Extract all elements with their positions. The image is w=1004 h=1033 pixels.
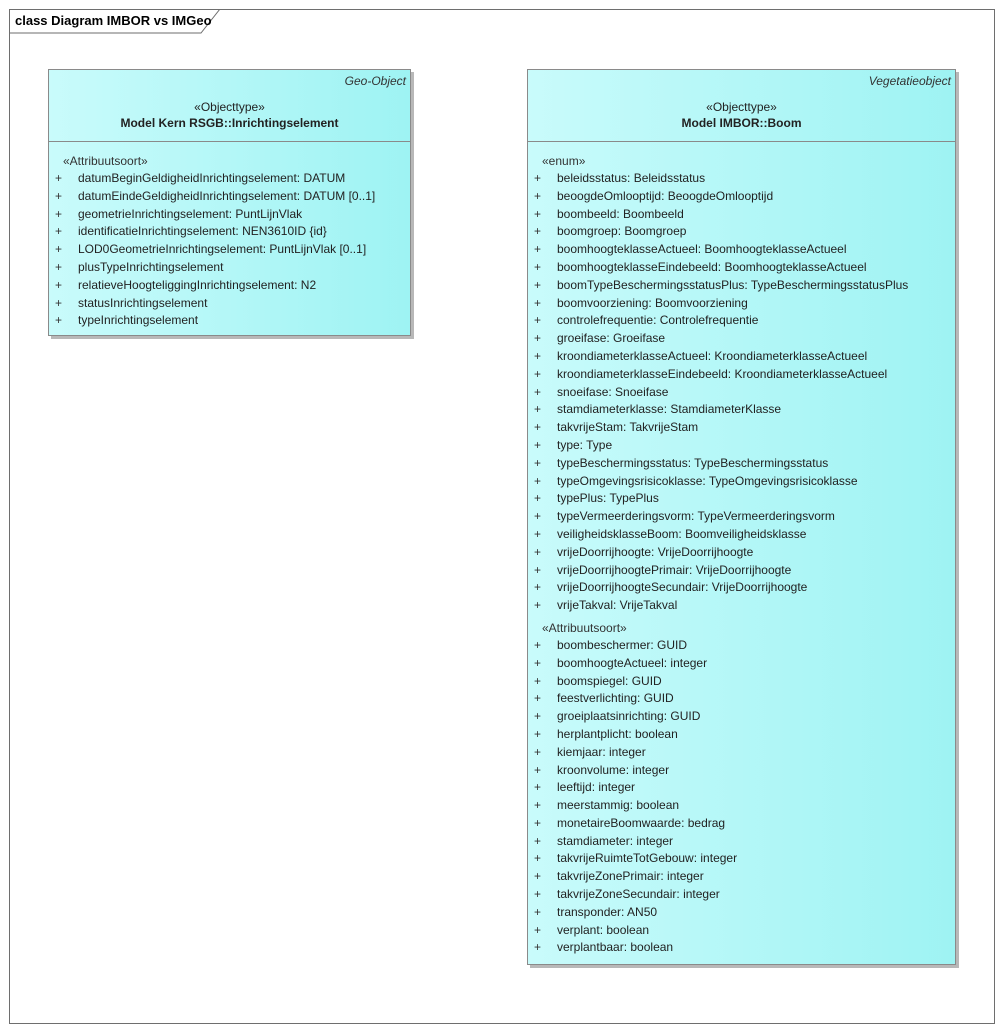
attribute-text: typeInrichtingselement <box>78 313 199 328</box>
attribute-text: veiligheidsklasseBoom: Boomveiligheidsklasse <box>557 526 807 541</box>
visibility-public-marker: + <box>534 242 542 257</box>
class-boom[interactable] <box>527 69 956 965</box>
attribute-row[interactable] <box>528 473 955 491</box>
visibility-public-marker: + <box>534 940 542 955</box>
attribute-row[interactable] <box>528 312 955 330</box>
attribute-row[interactable] <box>528 579 955 597</box>
attribute-text: monetaireBoomwaarde: bedrag <box>557 815 726 830</box>
visibility-public-marker: + <box>534 455 542 470</box>
attribute-row[interactable] <box>528 277 955 295</box>
attribute-row[interactable] <box>528 223 955 241</box>
visibility-public-marker: + <box>534 295 542 310</box>
attribute-text: leeftijd: integer <box>557 780 636 795</box>
attribute-row[interactable] <box>528 708 955 726</box>
attribute-row[interactable] <box>528 797 955 815</box>
visibility-public-marker: + <box>534 598 542 613</box>
attribute-row[interactable] <box>528 401 955 419</box>
attribute-text: typePlus: TypePlus <box>557 491 659 506</box>
visibility-public-marker: + <box>534 851 542 866</box>
attribute-text: boombeschermer: GUID <box>557 637 688 652</box>
attribute-text: vrijeDoorrijhoogteSecundair: VrijeDoorrijhoogte <box>557 580 808 595</box>
visibility-public-marker: + <box>534 384 542 399</box>
attribute-row[interactable] <box>528 562 955 580</box>
attribute-row[interactable] <box>528 241 955 259</box>
attribute-row[interactable] <box>49 295 410 313</box>
attribute-row[interactable] <box>528 330 955 348</box>
attribute-text: transponder: AN50 <box>557 904 658 919</box>
attribute-row[interactable] <box>528 526 955 544</box>
visibility-public-marker: + <box>534 762 542 777</box>
attribute-row[interactable] <box>528 508 955 526</box>
visibility-public-marker: + <box>534 815 542 830</box>
attribute-row[interactable] <box>528 384 955 402</box>
attribute-text: boomgroep: Boomgroep <box>557 224 687 239</box>
visibility-public-marker: + <box>55 171 63 185</box>
attribute-text: kroondiameterklasseEindebeeld: KroondiameterklasseActueel <box>557 366 888 381</box>
class-stereotype: «Objecttype» <box>194 100 265 114</box>
attribute-row[interactable] <box>528 206 955 224</box>
attribute-row[interactable] <box>528 939 955 957</box>
attribute-row[interactable] <box>528 419 955 437</box>
visibility-public-marker: + <box>534 420 542 435</box>
attribute-text: takvrijeRuimteTotGebouw: integer <box>557 851 738 866</box>
class-attributes <box>49 142 410 330</box>
attribute-text: boomTypeBeschermingsstatusPlus: TypeBeschermingsstatusPlus <box>557 277 909 292</box>
visibility-public-marker: + <box>55 206 63 221</box>
attribute-row[interactable] <box>528 673 955 691</box>
attribute-text: groeifase: Groeifase <box>557 331 666 346</box>
attribute-text: takvrijeZoneSecundair: integer <box>557 887 720 902</box>
attribute-row[interactable] <box>528 259 955 277</box>
attribute-text: kroondiameterklasseActueel: KroondiameterklasseActueel <box>557 348 868 363</box>
visibility-public-marker: + <box>534 637 542 652</box>
class-name: Model IMBOR::Boom <box>681 116 802 130</box>
attribute-row[interactable] <box>528 544 955 562</box>
attribute-text: meerstammig: boolean <box>557 798 680 813</box>
attribute-text: vrijeDoorrijhoogte: VrijeDoorrijhoogte <box>557 544 754 559</box>
visibility-public-marker: + <box>534 922 542 937</box>
attribute-text: relatieveHoogteliggingInrichtingselement: N2 <box>78 277 317 292</box>
visibility-public-marker: + <box>534 904 542 919</box>
attribute-row[interactable] <box>528 170 955 188</box>
attribute-row[interactable] <box>49 277 410 295</box>
attribute-text: snoeifase: Snoeifase <box>557 384 669 399</box>
attribute-row[interactable] <box>528 295 955 313</box>
attribute-text: takvrijeStam: TakvrijeStam <box>557 420 699 435</box>
attribute-text: boomhoogteklasseActueel: BoomhoogteklasseActueel <box>557 242 847 257</box>
attribute-text: stamdiameter: integer <box>557 833 674 848</box>
class-header <box>49 70 410 142</box>
attribute-text: boomhoogteklasseEindebeeld: BoomhoogteklasseActueel <box>557 259 867 274</box>
visibility-public-marker: + <box>534 366 542 381</box>
visibility-public-marker: + <box>534 277 542 292</box>
attribute-row[interactable] <box>49 259 410 277</box>
visibility-public-marker: + <box>55 295 63 310</box>
attribute-text: feestverlichting: GUID <box>557 691 674 706</box>
attribute-row[interactable] <box>528 726 955 744</box>
visibility-public-marker: + <box>534 526 542 541</box>
visibility-public-marker: + <box>534 331 542 346</box>
attribute-row[interactable] <box>528 779 955 797</box>
attribute-text: beleidsstatus: Beleidsstatus <box>557 171 706 185</box>
attribute-row[interactable] <box>49 312 410 330</box>
attribute-row[interactable] <box>528 815 955 833</box>
attribute-text: typeBeschermingsstatus: TypeBeschermingsstatus <box>557 455 829 470</box>
visibility-public-marker: + <box>534 437 542 452</box>
visibility-public-marker: + <box>534 726 542 741</box>
visibility-public-marker: + <box>534 259 542 274</box>
visibility-public-marker: + <box>534 171 542 185</box>
attribute-text: identificatieInrichtingselement: NEN3610ID {id} <box>78 224 327 239</box>
visibility-public-marker: + <box>534 673 542 688</box>
attribute-text: boomhoogteActueel: integer <box>557 655 708 670</box>
attribute-row[interactable] <box>528 744 955 762</box>
visibility-public-marker: + <box>534 313 542 328</box>
class-attributes <box>528 142 955 957</box>
attribute-group-label: «Attribuutsoort» <box>63 154 148 168</box>
visibility-public-marker: + <box>534 224 542 239</box>
visibility-public-marker: + <box>534 869 542 884</box>
attribute-text: takvrijeZonePrimair: integer <box>557 869 704 884</box>
attribute-text: groeiplaatsinrichting: GUID <box>557 709 701 724</box>
class-inrichtingselement[interactable] <box>48 69 411 336</box>
visibility-public-marker: + <box>534 348 542 363</box>
attribute-text: type: Type <box>557 437 613 452</box>
attribute-row[interactable] <box>528 833 955 851</box>
visibility-public-marker: + <box>55 188 63 203</box>
attribute-text: boombeeld: Boombeeld <box>557 206 684 221</box>
visibility-public-marker: + <box>534 562 542 577</box>
attribute-text: plusTypeInrichtingselement <box>78 259 224 274</box>
attribute-row[interactable] <box>528 437 955 455</box>
visibility-public-marker: + <box>55 242 63 257</box>
attribute-text: vrijeDoorrijhoogtePrimair: VrijeDoorrijhoogte <box>557 562 792 577</box>
attribute-text: verplantbaar: boolean <box>557 940 674 955</box>
attribute-row[interactable] <box>528 655 955 673</box>
attribute-text: kiemjaar: integer <box>557 744 646 759</box>
class-header <box>528 70 955 142</box>
attribute-row[interactable] <box>528 762 955 780</box>
visibility-public-marker: + <box>534 780 542 795</box>
attribute-text: controlefrequentie: Controlefrequentie <box>557 313 759 328</box>
attribute-text: typeVermeerderingsvorm: TypeVermeerderingsvorm <box>557 509 835 524</box>
attribute-row[interactable] <box>49 223 410 241</box>
attribute-text: vrijeTakval: VrijeTakval <box>557 598 678 613</box>
visibility-public-marker: + <box>55 313 63 328</box>
visibility-public-marker: + <box>534 798 542 813</box>
attribute-text: beoogdeOmlooptijd: BeoogdeOmlooptijd <box>557 188 774 203</box>
visibility-public-marker: + <box>55 259 63 274</box>
visibility-public-marker: + <box>534 188 542 203</box>
attribute-text: geometrieInrichtingselement: PuntLijnVlak <box>78 206 303 221</box>
visibility-public-marker: + <box>534 655 542 670</box>
attribute-row[interactable] <box>528 455 955 473</box>
visibility-public-marker: + <box>534 833 542 848</box>
attribute-row[interactable] <box>49 241 410 259</box>
attribute-text: kroonvolume: integer <box>557 762 670 777</box>
attribute-row[interactable] <box>528 690 955 708</box>
attribute-row[interactable] <box>49 170 410 188</box>
attribute-row[interactable] <box>49 188 410 206</box>
visibility-public-marker: + <box>534 709 542 724</box>
attribute-row[interactable] <box>528 637 955 655</box>
attribute-text: statusInrichtingselement <box>78 295 208 310</box>
attribute-row[interactable] <box>528 886 955 904</box>
attribute-row[interactable] <box>528 188 955 206</box>
attribute-row[interactable] <box>49 206 410 224</box>
diagram-title: class Diagram IMBOR vs IMGeo <box>15 13 212 28</box>
attribute-row[interactable] <box>528 868 955 886</box>
attribute-text: datumEindeGeldigheidInrichtingselement: DATUM [0..1] <box>78 188 376 203</box>
attribute-row[interactable] <box>528 850 955 868</box>
visibility-public-marker: + <box>534 206 542 221</box>
visibility-public-marker: + <box>534 544 542 559</box>
attribute-text: boomspiegel: GUID <box>557 673 662 688</box>
attribute-text: datumBeginGeldigheidInrichtingselement: DATUM <box>78 171 346 185</box>
attribute-row[interactable] <box>528 922 955 940</box>
visibility-public-marker: + <box>534 491 542 506</box>
visibility-public-marker: + <box>534 744 542 759</box>
attribute-row[interactable] <box>528 904 955 922</box>
visibility-public-marker: + <box>534 402 542 417</box>
visibility-public-marker: + <box>55 277 63 292</box>
class-name: Model Kern RSGB::Inrichtingselement <box>120 116 339 130</box>
visibility-public-marker: + <box>534 473 542 488</box>
attribute-text: typeOmgevingsrisicoklasse: TypeOmgevingsrisicoklasse <box>557 473 858 488</box>
visibility-public-marker: + <box>534 691 542 706</box>
visibility-public-marker: + <box>534 887 542 902</box>
attribute-group-label: «Attribuutsoort» <box>542 620 627 635</box>
attribute-row[interactable] <box>528 366 955 384</box>
parent-class-label: Vegetatieobject <box>868 74 951 88</box>
attribute-text: herplantplicht: boolean <box>557 726 678 741</box>
attribute-group-label: «enum» <box>542 154 586 168</box>
attribute-text: LOD0GeometrieInrichtingselement: PuntLijnVlak [0..1] <box>78 242 367 257</box>
visibility-public-marker: + <box>55 224 63 239</box>
visibility-public-marker: + <box>534 580 542 595</box>
visibility-public-marker: + <box>534 509 542 524</box>
class-stereotype: «Objecttype» <box>706 100 777 114</box>
attribute-text: verplant: boolean <box>557 922 650 937</box>
attribute-row[interactable] <box>528 348 955 366</box>
attribute-row[interactable] <box>528 597 955 615</box>
attribute-row[interactable] <box>528 490 955 508</box>
attribute-text: stamdiameterklasse: StamdiameterKlasse <box>557 402 782 417</box>
parent-class-label: Geo-Object <box>344 74 406 88</box>
attribute-text: boomvoorziening: Boomvoorziening <box>557 295 748 310</box>
